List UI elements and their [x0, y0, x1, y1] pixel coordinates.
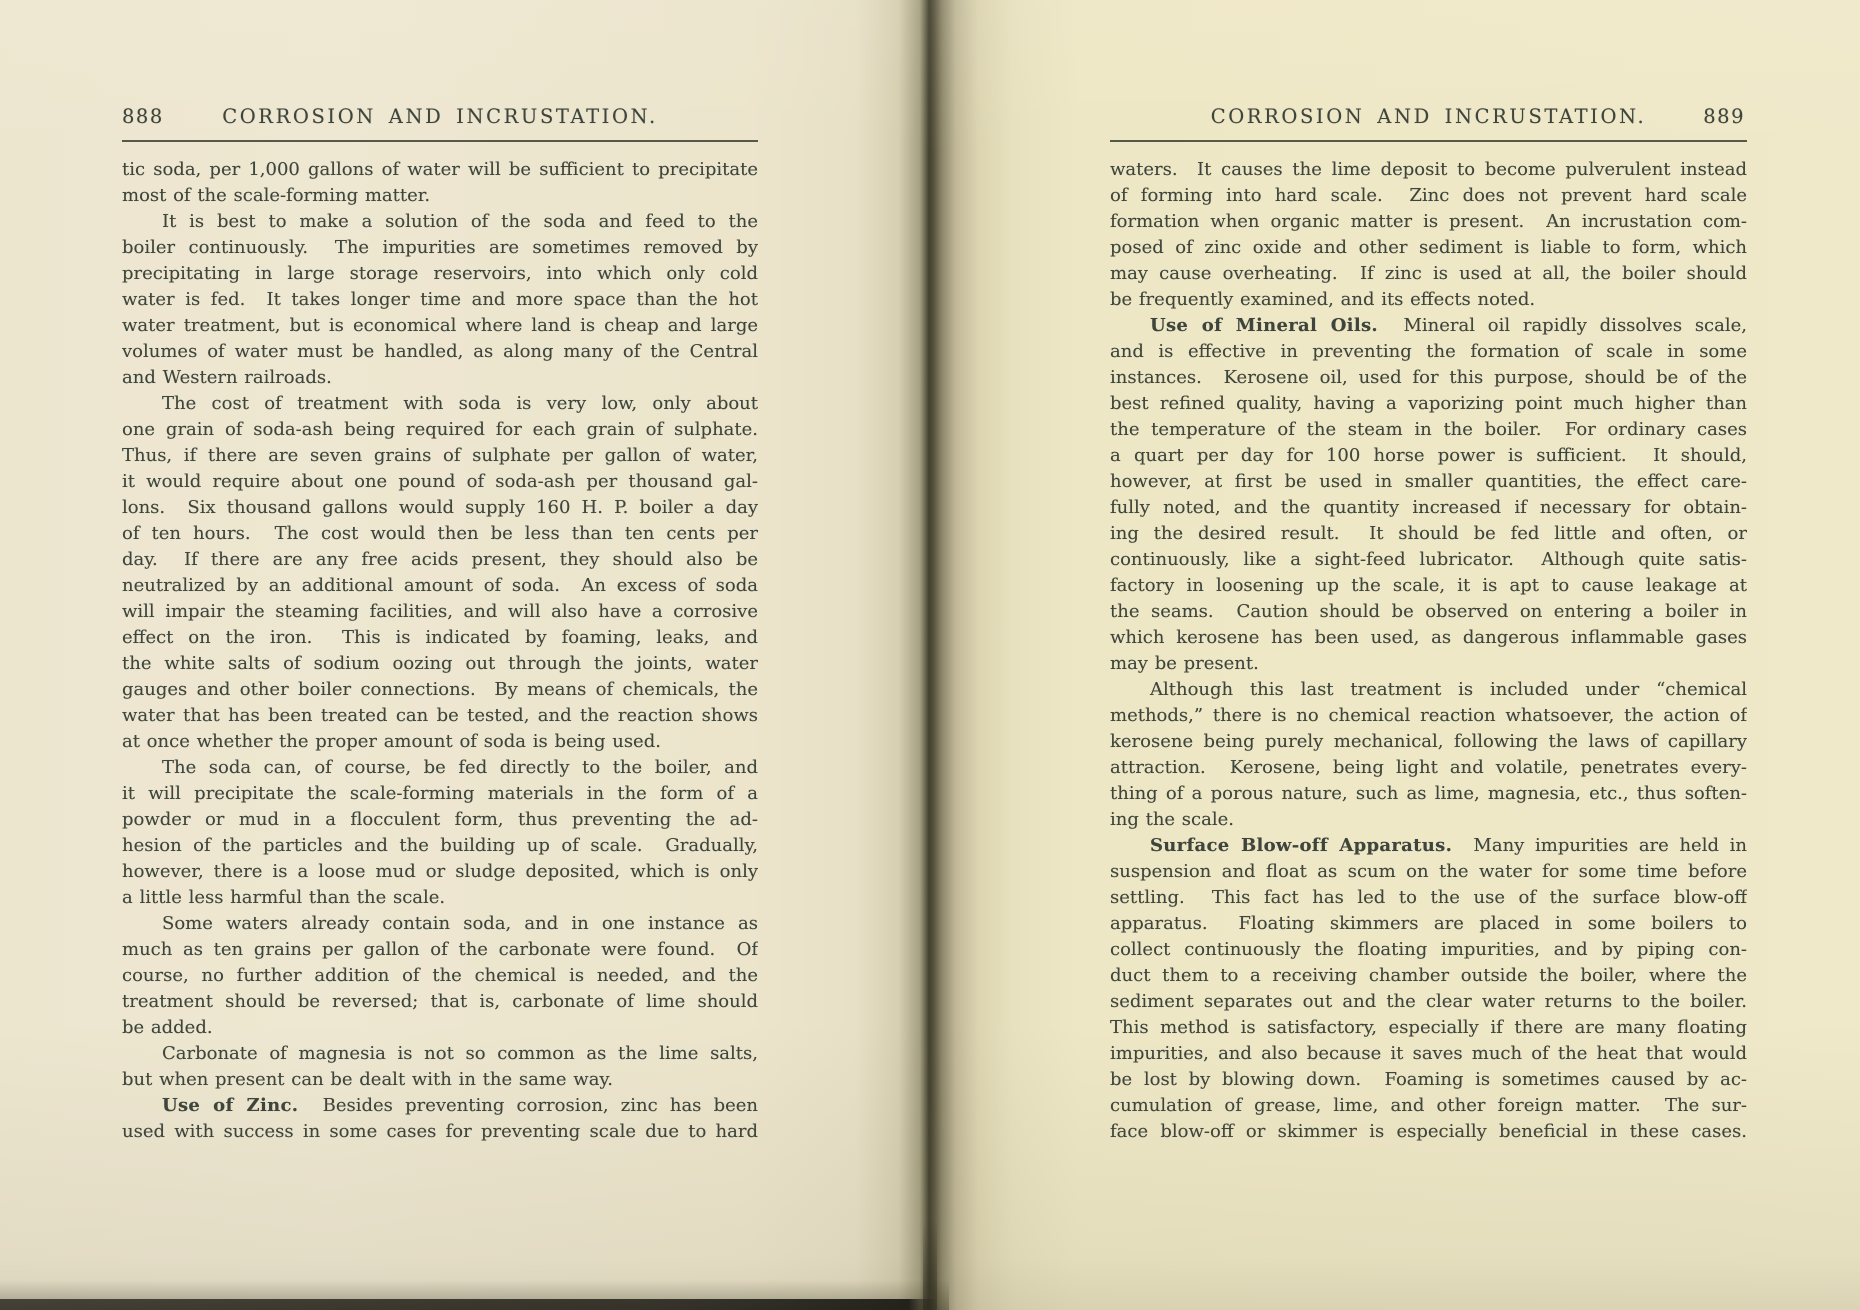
text-line: which kerosene has been used, as dangerous inflammable gases: [1110, 627, 1747, 648]
page-number: 888: [122, 105, 164, 128]
text-line: neutralized by an additional amount of soda. An excess of soda: [122, 575, 758, 596]
page-number: 889: [1703, 105, 1745, 128]
text-line: cumulation of grease, lime, and other foreign matter. The sur-: [1110, 1095, 1747, 1116]
text-line: it would require about one pound of soda-ash per thousand gal-: [122, 471, 758, 492]
text-line: however, at first be used in smaller quantities, the effect care-: [1110, 471, 1747, 492]
right-page-body: [1110, 157, 1747, 1145]
text-line: methods,” there is no chemical reaction whatsoever, the action of: [1110, 705, 1747, 726]
text-line: apparatus. Floating skimmers are placed in some boilers to: [1110, 913, 1747, 934]
text-line: Surface Blow-off Apparatus. Many impurities are held in: [1150, 835, 1747, 856]
text-line: best refined quality, having a vaporizing point much higher than: [1110, 393, 1747, 414]
text-line: powder or mud in a flocculent form, thus preventing the ad-: [122, 809, 758, 830]
text-line: It is best to make a solution of the soda and feed to the: [162, 211, 758, 232]
text-line: settling. This fact has led to the use of the surface blow-off: [1110, 887, 1747, 908]
text-line: water treatment, but is economical where land is cheap and large: [122, 315, 758, 336]
text-line: used with success in some cases for preventing scale due to hard: [122, 1121, 758, 1142]
header-rule: [1110, 140, 1747, 142]
text-line: attraction. Kerosene, being light and volatile, penetrates every-: [1110, 757, 1747, 778]
text-line: kerosene being purely mechanical, following the laws of capillary: [1110, 731, 1747, 752]
text-line: effect on the iron. This is indicated by foaming, leaks, and: [122, 627, 758, 648]
text-line: continuously, like a sight-feed lubricator. Although quite satis-: [1110, 549, 1747, 570]
running-title: CORROSION AND INCRUSTATION.: [1210, 105, 1647, 128]
text-line: day. If there are any free acids present, they should also be: [122, 549, 758, 570]
text-line: Carbonate of magnesia is not so common as the lime salts,: [162, 1043, 758, 1064]
text-line: ing the scale.: [1110, 809, 1234, 830]
text-line: volumes of water must be handled, as along many of the Central: [122, 341, 758, 362]
text-line: it will precipitate the scale-forming materials in the form of a: [122, 783, 758, 804]
text-line: Thus, if there are seven grains of sulphate per gallon of water,: [122, 445, 758, 466]
text-line: precipitating in large storage reservoirs, into which only cold: [122, 263, 758, 284]
text-line: Although this last treatment is included under “chemical: [1150, 679, 1747, 700]
text-line: gauges and other boiler connections. By means of chemicals, the: [122, 679, 758, 700]
text-line: but when present can be dealt with in the same way.: [122, 1069, 613, 1090]
text-line: Use of Zinc. Besides preventing corrosion, zinc has been: [162, 1095, 758, 1116]
text-line: The soda can, of course, be fed directly to the boiler, and: [162, 757, 758, 778]
paragraph-lead-bold: Use of Zinc.: [162, 1095, 299, 1116]
text-line: course, no further addition of the chemical is needed, and the: [122, 965, 758, 986]
text-line: tic soda, per 1,000 gallons of water will be sufficient to precipitate: [122, 159, 758, 180]
text-line: may be present.: [1110, 653, 1259, 674]
text-line: instances. Kerosene oil, used for this purpose, should be of the: [1110, 367, 1747, 388]
text-line: the white salts of sodium oozing out through the joints, water: [122, 653, 758, 674]
left-page-body: [122, 157, 758, 1145]
paragraph-lead-bold: Surface Blow-off Apparatus.: [1150, 835, 1453, 856]
text-line: a quart per day for 100 horse power is sufficient. It should,: [1110, 445, 1747, 466]
text-line: face blow-off or skimmer is especially beneficial in these cases.: [1110, 1121, 1747, 1142]
left-page-header: [122, 103, 758, 131]
text-line: This method is satisfactory, especially if there are many floating: [1110, 1017, 1747, 1038]
text-line: ing the desired result. It should be fed little and often, or: [1110, 523, 1747, 544]
text-line: factory in loosening up the scale, it is apt to cause leakage at: [1110, 575, 1747, 596]
text-line: however, there is a loose mud or sludge deposited, which is only: [122, 861, 758, 882]
text-line: water that has been treated can be tested, and the reaction shows: [122, 705, 758, 726]
running-title: CORROSION AND INCRUSTATION.: [222, 105, 658, 128]
text-line: of forming into hard scale. Zinc does not prevent hard scale: [1110, 185, 1747, 206]
text-line: be frequently examined, and its effects noted.: [1110, 289, 1536, 310]
text-line: the temperature of the steam in the boiler. For ordinary cases: [1110, 419, 1747, 440]
text-line: and is effective in preventing the formation of scale in some: [1110, 341, 1747, 362]
text-line: and Western railroads.: [122, 367, 332, 388]
text-line: will impair the steaming facilities, and will also have a corrosive: [122, 601, 758, 622]
text-line: fully noted, and the quantity increased if necessary for obtain-: [1110, 497, 1747, 518]
header-rule: [122, 140, 758, 142]
text-line: Use of Mineral Oils. Mineral oil rapidly dissolves scale,: [1150, 315, 1747, 336]
text-line: impurities, and also because it saves much of the heat that would: [1110, 1043, 1747, 1064]
text-line: boiler continuously. The impurities are sometimes removed by: [122, 237, 758, 258]
text-line: be added.: [122, 1017, 213, 1038]
text-line: treatment should be reversed; that is, carbonate of lime should: [122, 991, 758, 1012]
paragraph-lead-bold: Use of Mineral Oils.: [1150, 315, 1378, 336]
text-line: hesion of the particles and the building up of scale. Gradually,: [122, 835, 758, 856]
text-line: sediment separates out and the clear water returns to the boiler.: [1110, 991, 1747, 1012]
text-line: collect continuously the floating impurities, and by piping con-: [1110, 939, 1747, 960]
text-line: may cause overheating. If zinc is used at all, the boiler should: [1110, 263, 1747, 284]
book-bottom-edge: [0, 1299, 937, 1310]
text-line: thing of a porous nature, such as lime, magnesia, etc., thus soften-: [1110, 783, 1747, 804]
text-line: duct them to a receiving chamber outside the boiler, where the: [1110, 965, 1747, 986]
right-page-header: [1110, 103, 1747, 131]
text-line: much as ten grains per gallon of the carbonate were found. Of: [122, 939, 758, 960]
text-line: lons. Six thousand gallons would supply 160 H. P. boiler a day: [122, 497, 758, 518]
text-line: Some waters already contain soda, and in one instance as: [162, 913, 758, 934]
text-line: water is fed. It takes longer time and more space than the hot: [122, 289, 758, 310]
text-line: formation when organic matter is present. An incrustation com-: [1110, 211, 1747, 232]
text-line: posed of zinc oxide and other sediment is liable to form, which: [1110, 237, 1747, 258]
text-line: of ten hours. The cost would then be less than ten cents per: [122, 523, 758, 544]
text-line: most of the scale-forming matter.: [122, 185, 431, 206]
text-line: one grain of soda-ash being required for each grain of sulphate.: [122, 419, 758, 440]
text-line: the seams. Caution should be observed on entering a boiler in: [1110, 601, 1747, 622]
text-line: waters. It causes the lime deposit to become pulverulent instead: [1110, 159, 1747, 180]
text-line: suspension and float as scum on the water for some time before: [1110, 861, 1747, 882]
text-line: a little less harmful than the scale.: [122, 887, 446, 908]
text-line: at once whether the proper amount of soda is being used.: [122, 731, 661, 752]
text-line: The cost of treatment with soda is very low, only about: [162, 393, 758, 414]
text-line: be lost by blowing down. Foaming is sometimes caused by ac-: [1110, 1069, 1747, 1090]
